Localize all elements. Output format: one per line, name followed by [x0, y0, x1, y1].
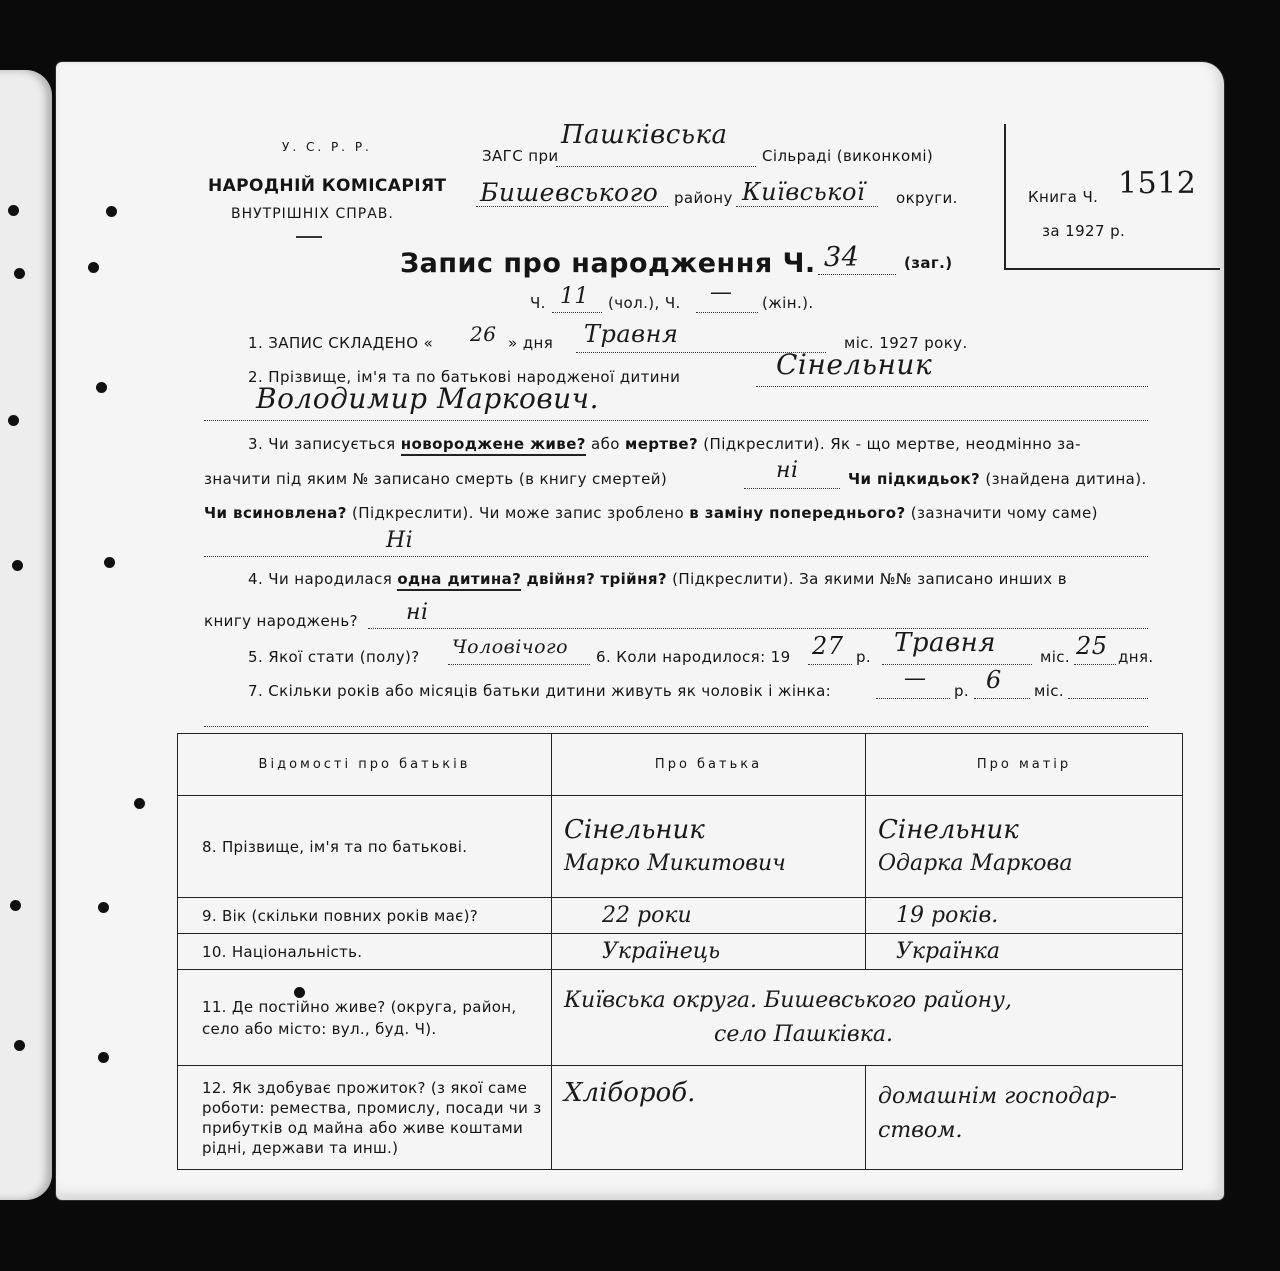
item5-sex-handwritten: Чоловічого: [452, 636, 569, 658]
item7-continuation-line: [204, 726, 1148, 727]
row12-mother-line2: ством.: [878, 1118, 963, 1143]
male-count-handwritten: 11: [560, 284, 589, 309]
item3-alive: новороджене живе?: [401, 435, 586, 456]
female-count-handwritten: —: [710, 280, 733, 305]
item6-day-handwritten: 25: [1076, 632, 1108, 660]
item1-month-handwritten: Травня: [584, 320, 679, 348]
zhin-label: (жін.).: [762, 294, 814, 312]
book-number-box: [1004, 124, 1220, 270]
item3-p3: (Підкреслити). Як - що мертве, неодмінно за-: [703, 435, 1081, 453]
row8-father: [552, 796, 866, 898]
row8-label: 8. Прізвище, ім'я та по батькові.: [178, 796, 552, 898]
record-number-handwritten: 34: [824, 242, 860, 273]
female-count-fill-line: [696, 312, 758, 313]
row8-mother-name: Одарка Маркова: [878, 850, 1073, 876]
row11-label: 11. Де постійно живе? (округа, район, село або місто: вул., буд. Ч).: [178, 970, 552, 1066]
previous-page-edge: [0, 70, 52, 1200]
header-dash: [296, 236, 322, 238]
row10-father: Українець: [552, 934, 866, 970]
item3-line2b-wrap: [848, 470, 1147, 488]
item7-months-handwritten: 6: [986, 666, 1002, 694]
item7-label: 7. Скільки років або місяців батьки дитини живуть як чоловік і жінка:: [248, 682, 832, 700]
binding-hole: [8, 415, 19, 426]
binding-hole: [12, 560, 23, 571]
item4-answer-fill-line: [368, 628, 1148, 629]
item3-line3b: (зазначити чому саме): [910, 504, 1098, 522]
item4-p2: (Підкреслити). За якими №№ записано инших в: [672, 570, 1067, 588]
item1-day-handwritten: 26: [470, 322, 497, 346]
row8-father-name: Марко Микитович: [564, 850, 786, 876]
binding-hole: [96, 382, 107, 393]
item4-line1: [248, 570, 1067, 588]
row12-label: 12. Як здобуває прожиток? (з якої саме роботи: ремества, промислу, посади чи з прибутків од майна або живе коштами рідні, держави та инш.): [178, 1066, 552, 1170]
item4-p1: 4. Чи народилася: [248, 570, 393, 588]
zah-label: (заг.): [904, 254, 953, 272]
item3-adopted: Чи всиновлена?: [204, 504, 347, 522]
item5-label: 5. Якої стати (полу)?: [248, 648, 420, 666]
binding-hole: [106, 206, 117, 217]
row12-father: Хлібороб.: [552, 1066, 866, 1170]
table-row: [178, 934, 1183, 970]
book-label: Книга Ч.: [1028, 188, 1099, 206]
okruha-handwritten: Київської: [742, 178, 866, 206]
item1-prefix: 1. ЗАПИС СКЛАДЕНО «: [248, 334, 434, 352]
item6-day-fill-line: [1074, 664, 1116, 665]
row11-residence-line1: Київська округа. Бишевського району,: [564, 987, 1012, 1013]
rayon-label: району: [674, 189, 733, 207]
okruhy-label: округи.: [896, 189, 958, 207]
item2-surname-fill-line: [756, 386, 1148, 387]
item3-dead: мертве?: [625, 435, 699, 453]
row8-father-surname: Сінельник: [564, 814, 705, 845]
row8-mother-surname: Сінельник: [878, 814, 1019, 845]
header-parents-info: Відомості про батьків: [178, 734, 552, 796]
item6-dnya-label: дня.: [1118, 648, 1154, 666]
item7-mis-label: міс.: [1034, 682, 1065, 700]
item6-label: 6. Коли народилося: 19: [596, 648, 791, 666]
item3-line3: [204, 504, 1098, 522]
item3-line3a: (Підкреслити). Чи може запис зроблено: [352, 504, 685, 522]
item7-r-label: р.: [954, 682, 970, 700]
item2-name-fill-line: [204, 420, 1148, 421]
item3-death-fill-line: [744, 488, 840, 489]
item6-year-fill-line: [808, 664, 852, 665]
table-header-row: [178, 734, 1183, 796]
table-row: [178, 1066, 1183, 1170]
commissariat-title: НАРОДНІЙ КОМІСАРІЯТ: [208, 176, 447, 196]
item4-line2: книгу народжень?: [204, 612, 358, 630]
item4-one: одна дитина?: [397, 570, 521, 591]
item6-month-fill-line: [882, 664, 1032, 665]
item2-label: 2. Прізвище, ім'я та по батькові народженої дитини: [248, 368, 681, 386]
item6-month-handwritten: Травня: [894, 628, 996, 658]
row12-mother-line1: домашнім господар-: [878, 1084, 1117, 1109]
binding-hole: [134, 798, 145, 809]
item3-answer-fill-line: [204, 556, 1148, 557]
item4-twin: двійня?: [526, 570, 596, 588]
item3-replace: в заміну попереднього?: [689, 504, 906, 522]
binding-hole: [104, 557, 115, 568]
item6-mis-label: міс.: [1040, 648, 1071, 666]
item3-line2a: значити під яким № записано смерть (в книгу смертей): [204, 470, 668, 488]
item1-mid: » дня: [508, 334, 554, 352]
item5-sex-fill-line: [448, 664, 590, 665]
row9-father: 22 роки: [552, 898, 866, 934]
row9-mother: 19 років.: [866, 898, 1183, 934]
row8-mother: [866, 796, 1183, 898]
parents-table: [177, 733, 1183, 1170]
table-row: [178, 796, 1183, 898]
binding-hole: [14, 1040, 25, 1051]
table-row: [178, 970, 1183, 1066]
chol-label: (чол.), Ч.: [608, 294, 681, 312]
item4-triple: трійня?: [600, 570, 667, 588]
item7-months-fill-line: [974, 698, 1030, 699]
row12-mother: [866, 1066, 1183, 1170]
binding-hole: [14, 268, 25, 279]
item2-surname-handwritten: Сінельник: [776, 348, 933, 381]
item3-line1: [248, 435, 1081, 453]
item3-line2b: (знайдена дитина).: [985, 470, 1147, 488]
binding-hole: [10, 900, 21, 911]
item6-year-handwritten: 27: [812, 632, 844, 660]
binding-hole: [8, 205, 19, 216]
binding-hole: [88, 262, 99, 273]
row11-residence-line2: село Пашківка.: [714, 1021, 893, 1047]
binding-hole: [98, 1052, 109, 1063]
village-fill-line: [556, 166, 756, 167]
silrada-label: Сільраді (виконкомі): [762, 147, 934, 165]
district-handwritten: Бишевського: [480, 178, 659, 207]
okruha-fill-line: [736, 206, 878, 207]
row10-label: 10. Національність.: [178, 934, 552, 970]
item3-death-handwritten: ні: [776, 458, 799, 483]
book-number-handwritten: 1512: [1118, 166, 1197, 201]
male-count-fill-line: [552, 312, 602, 313]
header-mother: Про матір: [866, 734, 1183, 796]
binding-hole: [98, 902, 109, 913]
record-number-fill-line: [818, 274, 896, 275]
birth-record-form: [56, 62, 1224, 1200]
item3-foundling: Чи підкидьок?: [848, 470, 981, 488]
internal-affairs-label: ВНУТРІШНІХ СПРАВ.: [231, 206, 394, 222]
item6-r-label: р.: [856, 648, 872, 666]
zags-label: ЗАГС при: [482, 147, 559, 165]
row9-label: 9. Вік (скільки повних років має)?: [178, 898, 552, 934]
item2-name-handwritten: Володимир Маркович.: [256, 382, 599, 415]
header-father: Про батька: [552, 734, 866, 796]
record-title: Запис про народження Ч.: [400, 248, 816, 279]
item3-p1: 3. Чи записується: [248, 435, 396, 453]
item3-answer-handwritten: Ні: [386, 528, 414, 553]
row11-residence: [552, 970, 1183, 1066]
item7-years-handwritten: —: [904, 666, 927, 691]
village-handwritten: Пашківська: [561, 120, 728, 150]
item3-p2: або: [591, 435, 620, 453]
book-year-label: за 1927 р.: [1042, 222, 1126, 240]
row10-mother: Українка: [866, 934, 1183, 970]
item1-suffix: міс. 1927 року.: [844, 334, 968, 352]
item4-answer-handwritten: ні: [406, 600, 429, 625]
table-row: [178, 898, 1183, 934]
male-count-label: Ч.: [530, 294, 546, 312]
item7-years-fill-line: [876, 698, 950, 699]
ussr-label: У. С. Р. Р.: [282, 140, 372, 154]
item7-end-fill-line: [1068, 698, 1148, 699]
